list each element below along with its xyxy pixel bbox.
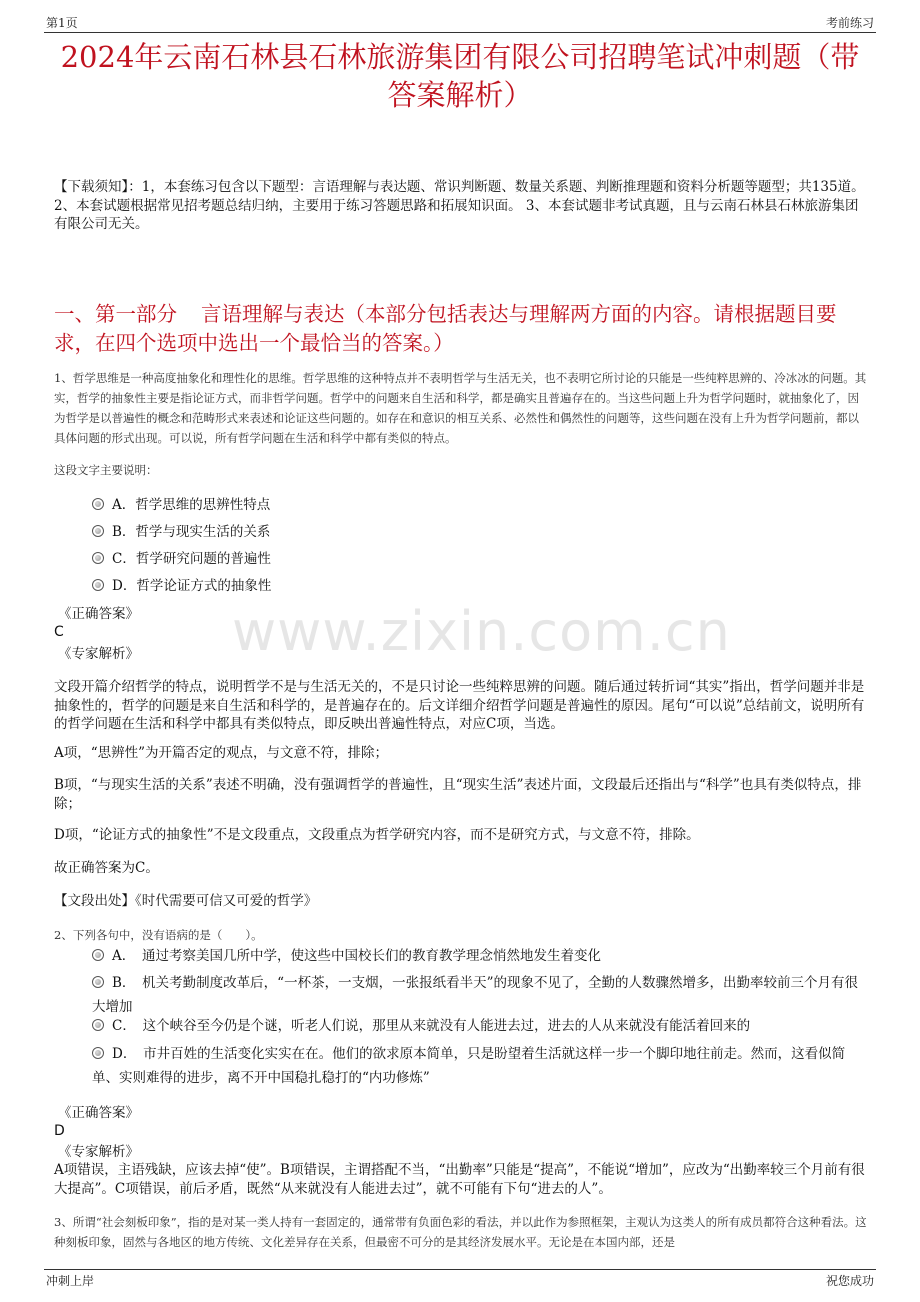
option-label: C． 这个峡谷至今仍是个谜，听老人们说，那里从来就没有人能进去过，进去的人从来就没有能活着回来的 — [112, 1018, 751, 1034]
option-label: C．哲学研究问题的普遍性 — [112, 551, 271, 567]
q1-option-d[interactable] — [92, 573, 870, 599]
q1-analysis-a: A项，“思辨性”为开篇否定的观点，与文意不符，排除； — [54, 745, 389, 761]
radio-icon[interactable] — [92, 976, 104, 988]
radio-icon[interactable] — [92, 949, 104, 961]
q1-answer-label: 《正确答案》 — [58, 606, 139, 622]
section-text: 言语理解与表达（本部分包括表达与理解两方面的内容。请根据题目要求，在四个选项中选出一个最恰当的答案。） — [54, 302, 837, 355]
q1-analysis-b: B项，“与现实生活的关系”表述不明确，没有强调哲学的普遍性，且“现实生活”表述片面，文段最后还指出与“科学”也具有类似特点，排除； — [54, 777, 862, 812]
question-1-prompt: 这段文字主要说明： — [54, 463, 158, 477]
q1-conclusion: 故正确答案为C。 — [54, 860, 159, 876]
section-number: 一、第一部分 — [54, 302, 177, 326]
watermark: www.zixin.com.cn — [232, 600, 731, 663]
option-label: D．哲学论证方式的抽象性 — [112, 578, 272, 594]
q1-analysis-label: 《专家解析》 — [58, 646, 139, 662]
option-label: D． 市井百姓的生活变化实实在在。他们的欲求原本简单，只是盼望着生活就这样一步一个脚印地往前走。然而，这看似简单、实则难得的进步，离不开中国稳扎稳打的“内功修炼” — [92, 1046, 846, 1086]
q1-analysis-paragraph: 文段开篇介绍哲学的特点，说明哲学不是与生活无关的，不是只讨论一些纯粹思辨的问题。随后通过转折词“其实”指出，哲学问题并非是抽象性的，哲学的问题是来自生活和科学的，是普遍存在的。后文详细介绍哲学问题是普遍性的原因。尾句“可以说”总结前文，说明所有的哲学问题在生活和科学中都具有类似特点，即反映出普遍性特点，对应C项，当选。 — [54, 679, 865, 732]
download-notice: 【下载须知】：1，本套练习包含以下题型：言语理解与表达题、常识判断题、数量关系题、判断推理题和资料分析题等题型；共135道。 2、本套试题根据常见招考题总结归纳，主要用于练习答题思路和拓展知识面。 3、本套试题非考试真题，且与云南石林县石林旅游集团有限公司无关。 — [54, 179, 865, 232]
q1-option-a[interactable] — [92, 492, 870, 518]
footer-left: 冲刺上岸 — [46, 1274, 95, 1288]
q1-answer: C — [54, 624, 64, 640]
question-1-stem: 1、哲学思维是一种高度抽象化和理性化的思维。哲学思维的这种特点并不表明哲学与生活无关，也不表明它所讨论的只能是一些纯粹思辨的、冷冰冰的问题。其实，哲学的抽象性主要是指论证方式，而非哲学问题。哲学中的问题来自生活和科学，都是确实且普遍存在的。当这些问题上升为哲学问题时，就抽象化了，因为哲学是以普遍性的概念和范畴形式来表述和论证这些问题的。如存在和意识的相互关系、必然性和偶然性的问题等，这些问题在没有上升为哲学问题前，都以具体问题的形式出现。可以说，所有哲学问题在生活和科学中都有类似的特点。 — [54, 371, 867, 445]
q1-option-b[interactable] — [92, 519, 870, 545]
q2-option-c[interactable] — [92, 1014, 870, 1038]
q2-analysis-label: 《专家解析》 — [58, 1144, 139, 1160]
q2-option-b[interactable] — [92, 971, 870, 1019]
page-number: 第1页 — [46, 16, 78, 30]
q1-source: 【文段出处】《时代需要可信又可爱的哲学》 — [54, 893, 318, 909]
q1-option-c[interactable] — [92, 546, 870, 572]
section-heading — [54, 300, 870, 358]
radio-icon[interactable] — [92, 552, 104, 564]
page-footer — [44, 1269, 876, 1288]
q2-option-a[interactable] — [92, 944, 870, 968]
radio-icon[interactable] — [92, 1019, 104, 1031]
option-label: B． 机关考勤制度改革后，“一杯茶，一支烟，一张报纸看半天”的现象不见了，全勤的人数骤然增多，出勤率较前三个月有很大增加 — [92, 975, 858, 1015]
radio-icon[interactable] — [92, 1047, 104, 1059]
radio-icon[interactable] — [92, 498, 104, 510]
radio-icon[interactable] — [92, 525, 104, 537]
q2-option-d[interactable] — [92, 1042, 870, 1090]
q2-answer-label: 《正确答案》 — [58, 1105, 139, 1121]
question-3-stem: 3、所谓“社会刻板印象”，指的是对某一类人持有一套固定的，通常带有负面色彩的看法，并以此作为参照框架，主观认为这类人的所有成员都符合这种看法。这种刻板印象，固然与各地区的地方传统、文化差异存在关系，但最密不可分的是其经济发展水平。无论是在本国内部，还是 — [54, 1215, 867, 1249]
q2-analysis: A项错误，主语残缺，应该去掉“使”。B项错误，主谓搭配不当，“出勤率”只能是“提高”，不能说“增加”，应改为“出勤率较三个月前有很大提高”。C项错误，前后矛盾，既然“从来就没有人能进去过”，就不可能有下句“进去的人”。 — [54, 1162, 865, 1197]
option-label: A． 通过考察美国几所中学，使这些中国校长们的教育教学理念悄然地发生着变化 — [112, 948, 601, 964]
radio-icon[interactable] — [92, 579, 104, 591]
option-label: B．哲学与现实生活的关系 — [112, 524, 271, 540]
question-2-stem: 2、下列各句中，没有语病的是（ ）。 — [54, 928, 263, 942]
document-title: 2024年云南石林县石林旅游集团有限公司招聘笔试冲刺题（带答案解析） — [60, 40, 860, 112]
option-label: A．哲学思维的思辨性特点 — [112, 497, 271, 513]
header-tag: 考前练习 — [825, 16, 874, 30]
page-header — [44, 12, 876, 33]
q1-analysis-d: D项，“论证方式的抽象性”不是文段重点，文段重点为哲学研究内容，而不是研究方式，与文意不符，排除。 — [54, 827, 700, 843]
footer-right: 祝您成功 — [825, 1274, 874, 1288]
q2-answer: D — [54, 1123, 65, 1139]
